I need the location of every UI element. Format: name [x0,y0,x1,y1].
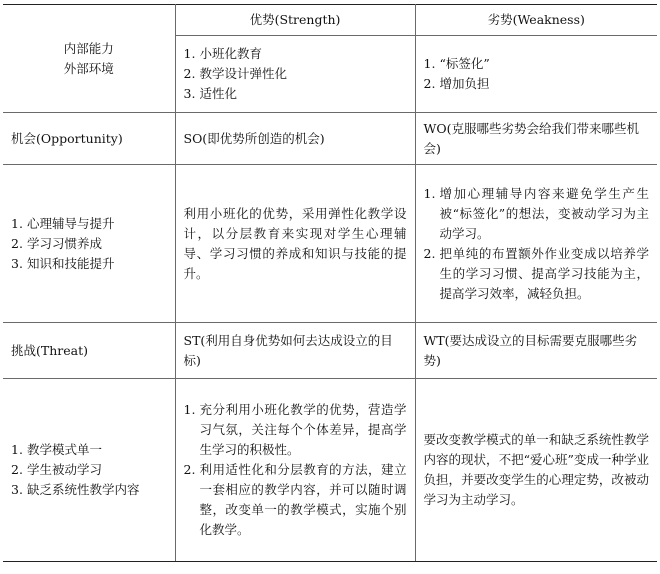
list-item [184,400,407,460]
corner-external-label: 外部环境 [63,60,114,76]
item-text: 心理辅导与提升 [27,215,115,231]
item-number: 2. [11,462,23,477]
list-item [184,460,407,540]
item-text: 小班化教育 [199,46,263,61]
corner-internal-label: 内部能力 [63,41,114,57]
wt-strategy-text: 要改变教学模式的单一和缺乏系统性教学内容的现状，不把“爱心班”变成一种学业负担，并要改变学生的心理定势，改被动学习为主动学习。 [415,379,657,562]
st-strategy-list [184,400,407,540]
item-text: 把单纯的布置额外作业变成以培养学生的学习习惯、提高学习技能为主，提高学习效率，减轻负担。 [439,245,649,301]
threat-row [3,323,657,379]
list-item [11,480,167,500]
wo-strategy-cell [415,165,657,323]
item-number: 2. [423,76,436,91]
opportunity-list [11,214,167,274]
threat-label: 挑战(Threat) [3,323,175,379]
item-number: 2. [183,462,196,477]
list-item [11,460,167,480]
list-item [11,440,167,460]
item-number: 2. [183,66,196,81]
item-number: 1. [11,442,23,457]
list-item [184,64,407,84]
item-text: 教学模式单一 [27,442,103,457]
item-number: 3. [11,482,23,497]
list-item [11,254,167,274]
list-item [424,244,650,304]
weaknesses-cell [415,36,657,113]
item-text: 学习习惯养成 [27,235,103,251]
item-text: 学生被动学习 [27,462,103,477]
opportunity-label: 机会(Opportunity) [3,113,175,165]
weakness-header: 劣势(Weakness) [415,5,657,36]
item-number: 1. [423,185,436,201]
item-number: 2. [11,235,23,251]
strength-header: 优势(Strength) [175,5,415,36]
item-number: 1. [423,56,436,71]
item-number: 1. [183,46,196,61]
list-item [11,214,167,234]
item-text: 增加心理辅导内容来避免学生产生被“标签化”的想法，变被动学习为主动学习。 [439,185,649,241]
threat-items-cell [3,379,175,562]
list-item [424,74,650,94]
wt-heading: WT(要达成设立的目标需要克服哪些劣势) [415,323,657,379]
list-item [184,44,407,64]
item-number: 3. [11,255,23,271]
threat-detail-row [3,379,657,562]
item-text: 知识和技能提升 [27,255,115,271]
st-strategy-cell [175,379,415,562]
item-number: 3. [183,86,196,101]
item-number: 1. [183,402,196,417]
strengths-cell [175,36,415,113]
list-item [424,54,650,74]
threat-list [11,440,167,500]
list-item [184,84,407,104]
item-number: 1. [11,215,23,231]
wo-strategy-list [424,184,650,304]
list-item [424,184,650,244]
opportunity-items-cell [3,165,175,323]
item-text: 适性化 [199,86,238,101]
wo-heading: WO(克服哪些劣势会给我们带来哪些机会) [415,113,657,165]
item-text: 增加负担 [439,76,490,91]
swot-table [3,4,657,562]
list-item [11,234,167,254]
opportunity-row [3,113,657,165]
weaknesses-list [424,54,650,94]
st-heading: ST(利用自身优势如何去达成设立的目标) [175,323,415,379]
so-strategy-text: 利用小班化的优势，采用弹性化教学设计，以分层教育来实现对学生心理辅导、学习习惯的养成和知识与技能的提升。 [175,165,415,323]
item-text: 利用适性化和分层教育的方法，建立一套相应的教学内容，并可以随时调整，改变单一的教学模式，实施个别化教学。 [199,462,407,537]
item-text: 充分利用小班化教学的优势，营造学习气氛，关注每个个体差异，提高学生学习的积极性。 [199,402,407,457]
item-text: “标签化” [439,56,490,71]
item-number: 2. [423,245,436,261]
item-text: 缺乏系统性教学内容 [27,482,140,497]
strengths-list [184,44,407,104]
corner-cell [3,5,175,113]
header-row [3,5,657,36]
item-text: 教学设计弹性化 [199,66,288,81]
opportunity-detail-row [3,165,657,323]
so-heading: SO(即优势所创造的机会) [175,113,415,165]
